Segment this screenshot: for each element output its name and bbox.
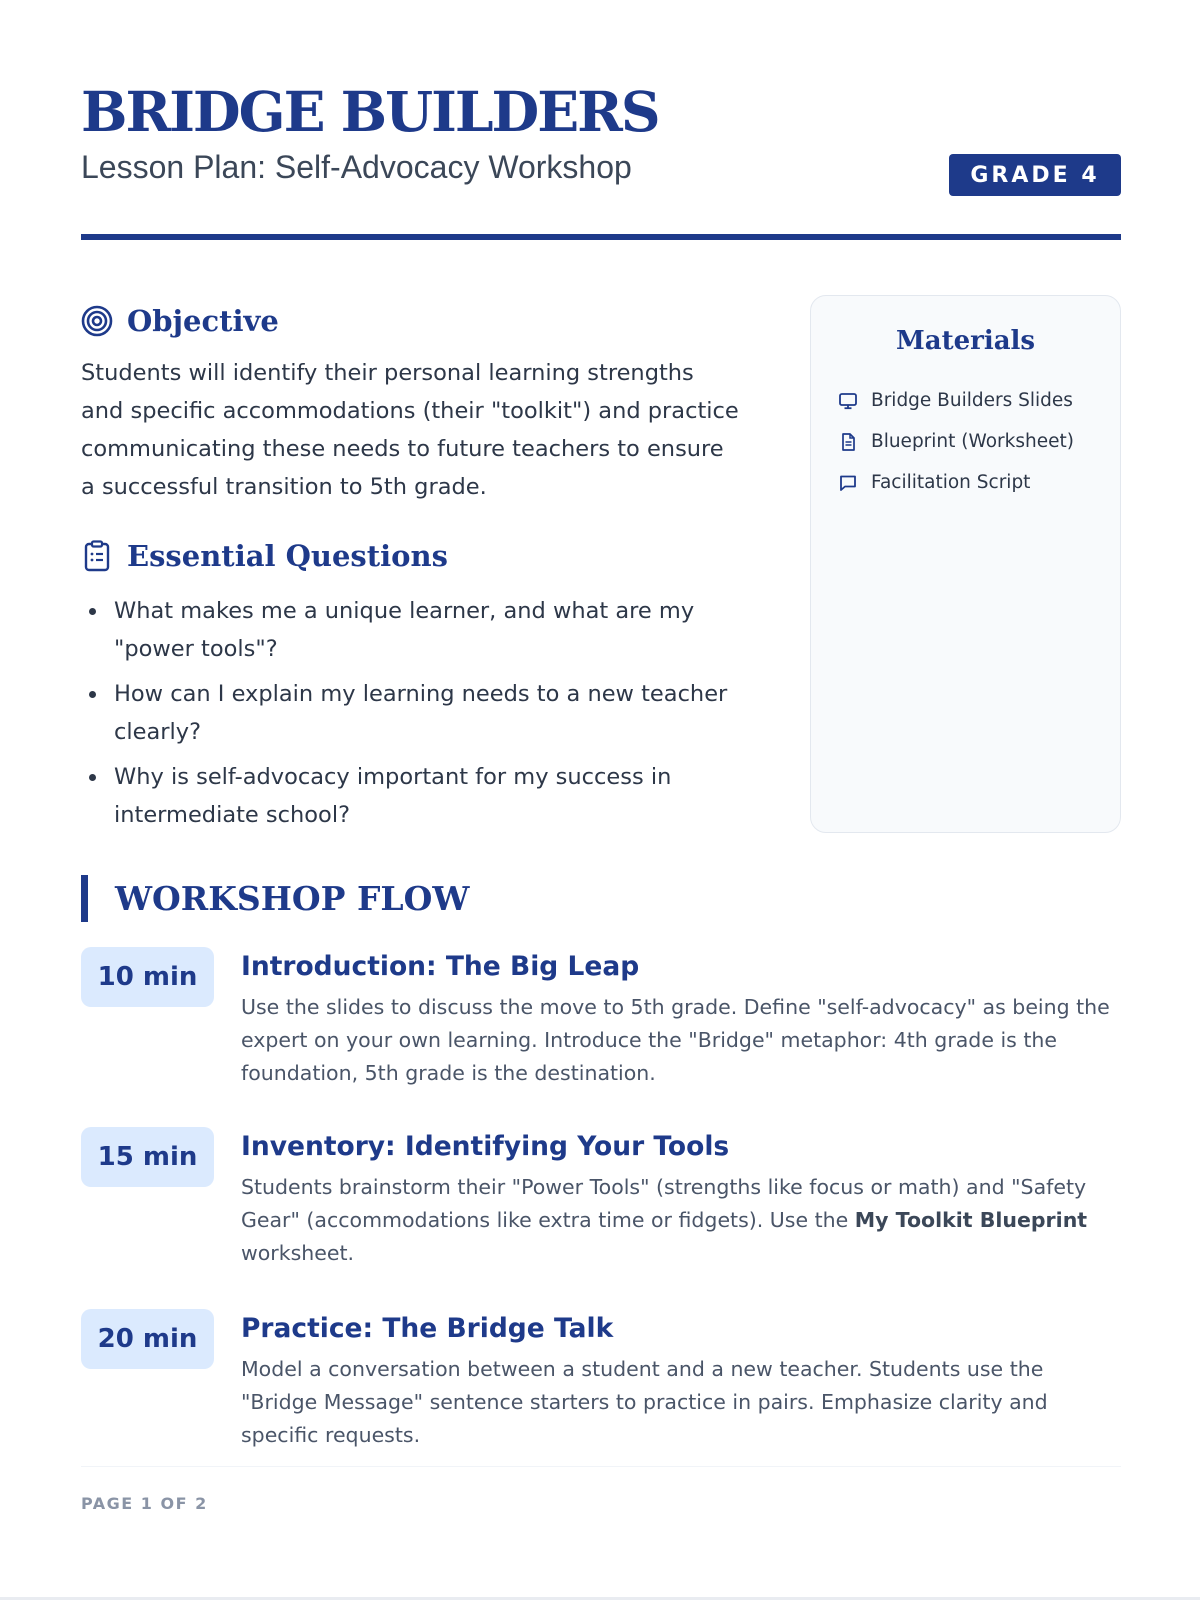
monitor-icon — [837, 390, 859, 412]
flow-accent-bar — [81, 875, 88, 922]
step-description: Use the slides to discuss the move to 5th grade. Define "self-advocacy" as being the expert on your own learning. Introduce the "Bridge" metaphor: 4th grade is the foundation, 5th grade is the destination. — [241, 995, 1110, 1085]
objective-text: Students will identify their personal learning strengths and specific accommodations (their "toolkit") and practice communicating these needs to future teachers to ensure a successful transition to 5th grade. — [81, 360, 739, 500]
question-text: Why is self-advocacy important for my success in intermediate school? — [114, 764, 672, 828]
step-title: Introduction: The Big Leap — [241, 951, 640, 982]
materials-item-label: Blueprint (Worksheet) — [871, 431, 1074, 452]
step-title: Inventory: Identifying Your Tools — [241, 1131, 730, 1162]
materials-item-label: Facilitation Script — [871, 472, 1031, 493]
essential-questions-heading — [81, 536, 448, 576]
step-description — [241, 1171, 1121, 1270]
grade-badge: GRADE 4 — [949, 154, 1121, 196]
bullet-icon — [89, 774, 96, 781]
page-number: PAGE 1 OF 2 — [81, 1494, 208, 1513]
materials-title: Materials — [895, 326, 1036, 356]
list-item — [81, 675, 761, 751]
step-title: Practice: The Bridge Talk — [241, 1313, 614, 1344]
page-subtitle: Lesson Plan: Self-Advocacy Workshop — [81, 149, 632, 185]
list-item — [81, 592, 761, 668]
step-description-text: Students brainstorm their "Power Tools" (strengths like focus or math) and "Safety Gear" (accommodations like extra time or fidgets). Use the — [241, 1175, 1087, 1232]
step-description-text: worksheet. — [241, 1241, 355, 1265]
materials-item-label: Bridge Builders Slides — [871, 390, 1073, 411]
message-square-icon — [837, 472, 859, 494]
clipboard-list-icon — [81, 540, 113, 572]
materials-item-worksheet — [837, 421, 1074, 462]
materials-item-slides — [837, 380, 1074, 421]
essential-questions-list — [81, 592, 761, 841]
question-text: What makes me a unique learner, and what are my "power tools"? — [114, 598, 695, 662]
essential-questions-heading-label: Essential Questions — [127, 539, 448, 573]
time-badge: 20 min — [81, 1309, 214, 1369]
time-badge: 15 min — [81, 1127, 214, 1187]
list-item — [81, 758, 761, 834]
bullet-icon — [89, 691, 96, 698]
workshop-flow-heading — [81, 875, 469, 922]
objective-heading-label: Objective — [127, 304, 279, 338]
time-badge: 10 min — [81, 947, 214, 1007]
materials-list — [837, 380, 1074, 503]
materials-item-script — [837, 462, 1074, 503]
question-text: How can I explain my learning needs to a new teacher clearly? — [114, 681, 728, 745]
bullet-icon — [89, 608, 96, 615]
step-description: Model a conversation between a student and a new teacher. Students use the "Bridge Message" sentence starters to practice in pairs. Emphasize clarity and specific requests. — [241, 1357, 1048, 1447]
worksheet-name: My Toolkit Blueprint — [854, 1208, 1088, 1232]
target-icon — [81, 305, 113, 337]
footer-divider — [81, 1466, 1121, 1467]
objective-heading — [81, 301, 279, 341]
document-icon — [837, 431, 859, 453]
header-divider — [81, 234, 1121, 240]
page-title: BRIDGE BUILDERS — [81, 79, 659, 144]
workshop-flow-title: WORKSHOP FLOW — [115, 879, 470, 918]
materials-card — [810, 295, 1121, 833]
